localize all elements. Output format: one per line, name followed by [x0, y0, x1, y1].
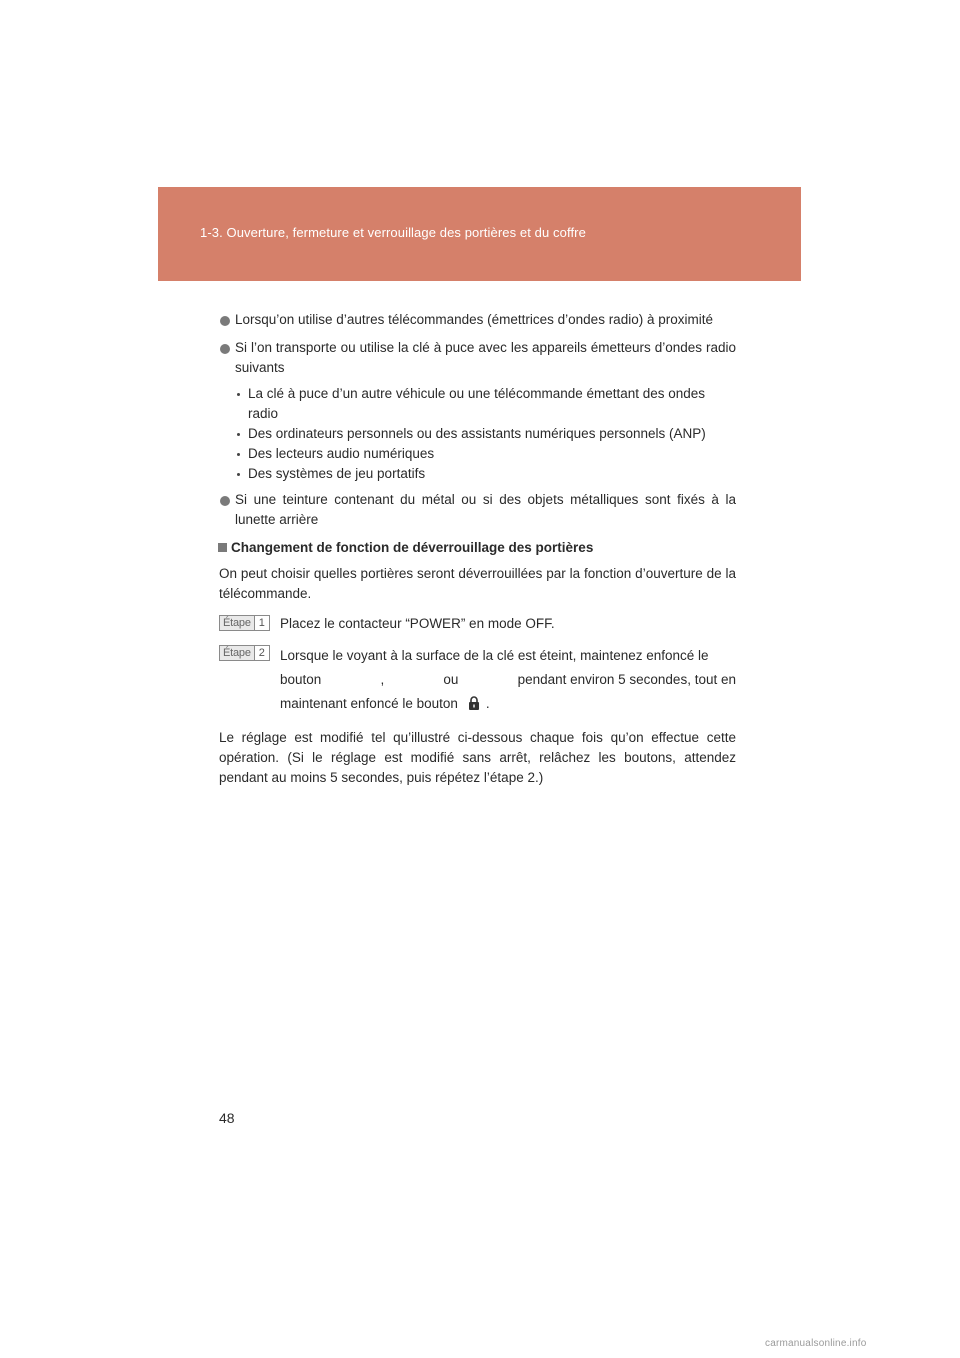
step-badge [219, 615, 270, 631]
section-intro: On peut choisir quelles portières seront déverrouillées par la fonction d’ouverture de la télécommande. [219, 566, 736, 601]
bullet-text: Lorsqu’on utilise d’autres télécommandes (émettrices d’ondes radio) à proximité [235, 312, 713, 327]
square-bullet-icon [218, 543, 227, 552]
step-text-line: bouton , ou pendant environ 5 secondes, tout en [280, 672, 736, 687]
footer-site-logo: carmanualsonline.info [765, 1338, 867, 1349]
section-title: 1-3. Ouverture, fermeture et verrouillage des portières et du coffre [200, 225, 586, 240]
page-content [219, 310, 736, 788]
step-text: Placez le contacteur “POWER” en mode OFF. [280, 616, 555, 631]
bullet-dot-icon [220, 496, 230, 506]
step-badge-label: Étape [219, 645, 255, 661]
lock-icon [468, 696, 480, 710]
list-item [219, 338, 736, 378]
list-item [219, 490, 736, 530]
sub-list-item: Des systèmes de jeu portatifs [235, 464, 736, 484]
step-text-line: Lorsque le voyant à la surface de la clé est éteint, maintenez enfoncé le [280, 648, 709, 663]
sub-list [219, 384, 736, 484]
bullet-dot-icon [220, 316, 230, 326]
sub-list-item: Des lecteurs audio numériques [235, 444, 736, 464]
section-header-band [158, 187, 801, 281]
section-heading: Changement de fonction de déverrouillage des portières [219, 538, 736, 558]
step-badge-number: 2 [255, 645, 270, 661]
step-badge-number: 1 [255, 615, 270, 631]
step-badge-label: Étape [219, 615, 255, 631]
sub-list-item: Des ordinateurs personnels ou des assistants numériques personnels (ANP) [235, 424, 736, 444]
bullet-text: Si l’on transporte ou utilise la clé à puce avec les appareils émetteurs d’ondes radio suivants [235, 340, 736, 375]
step-1 [219, 614, 736, 634]
closing-paragraph: Le réglage est modifié tel qu’illustré ci-dessous chaque fois qu’on effectue cette opération. (Si le réglage est modifié sans arrêt, relâchez les boutons, attendez pendant au moins 5 secondes, puis répétez l’étape 2.) [219, 730, 736, 785]
step-2 [219, 644, 736, 716]
bullet-text: Si une teinture contenant du métal ou si des objets métalliques sont fixés à la lunette arrière [235, 492, 736, 527]
sub-list-item: La clé à puce d’un autre véhicule ou une télécommande émettant des ondes radio [235, 384, 736, 424]
page-number: 48 [219, 1110, 235, 1126]
step-text-line: maintenant enfoncé le bouton . [280, 696, 490, 711]
bullet-dot-icon [220, 344, 230, 354]
step-badge [219, 645, 270, 661]
list-item [219, 310, 736, 330]
